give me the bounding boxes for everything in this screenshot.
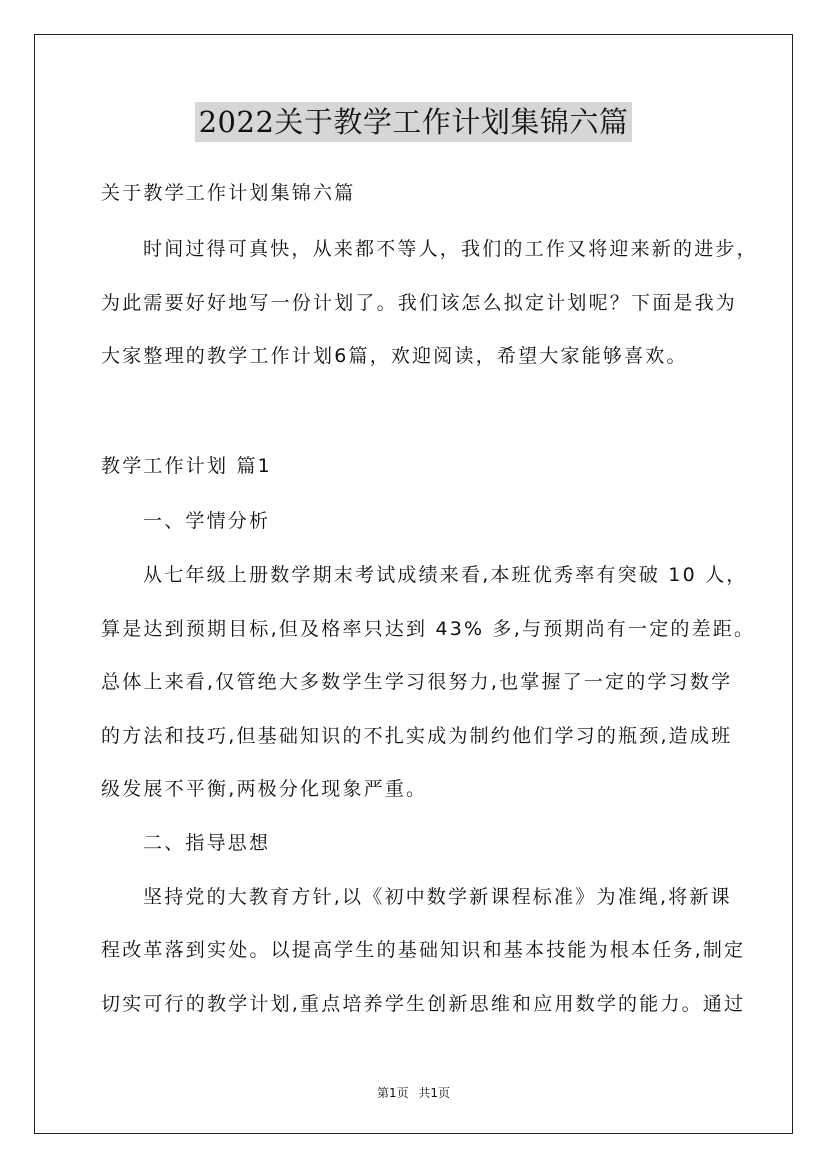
part2-heading: 二、指导思想 (143, 832, 271, 854)
part1-line-2: 算是达到预期目标,但及格率只达到 43% 多,与预期尚有一定的差距。 (101, 618, 756, 640)
intro-line-3: 大家整理的教学工作计划6篇，欢迎阅读，希望大家能够喜欢。 (101, 345, 688, 367)
page-number: 第1页 (376, 1086, 409, 1100)
part2-line-2: 程改革落到实处。以提高学生的基础知识和基本技能为根本任务,制定 (101, 939, 746, 961)
title-container (0, 102, 827, 142)
document-title: 2022关于教学工作计划集锦六篇 (195, 102, 633, 142)
part2-line-3: 切实可行的教学计划,重点培养学生创新思维和应用数学的能力。通过 (101, 993, 746, 1015)
part1-line-3: 总体上来看,仅管绝大多数学生学习很努力,也掌握了一定的学习数学 (101, 671, 733, 693)
intro-line-1: 时间过得可真快，从来都不等人，我们的工作又将迎来新的进步， (143, 238, 758, 260)
page-footer (0, 1084, 827, 1101)
part1-line-1: 从七年级上册数学期末考试成绩来看,本班优秀率有突破 10 人， (143, 564, 748, 586)
section-heading: 教学工作计划 篇1 (101, 455, 272, 477)
part1-line-5: 级发展不平衡,两极分化现象严重。 (101, 778, 428, 800)
intro-line-2: 为此需要好好地写一份计划了。我们该怎么拟定计划呢？下面是我为 (101, 292, 738, 314)
part1-line-4: 的方法和技巧,但基础知识的不扎实成为制约他们学习的瓶颈,造成班 (101, 725, 733, 747)
part1-heading: 一、学情分析 (143, 510, 271, 532)
page-total: 共1页 (418, 1086, 451, 1100)
part2-line-1: 坚持党的大教育方针,以《初中数学新课程标准》为准绳,将新课 (143, 886, 732, 908)
subtitle: 关于教学工作计划集锦六篇 (101, 182, 356, 204)
